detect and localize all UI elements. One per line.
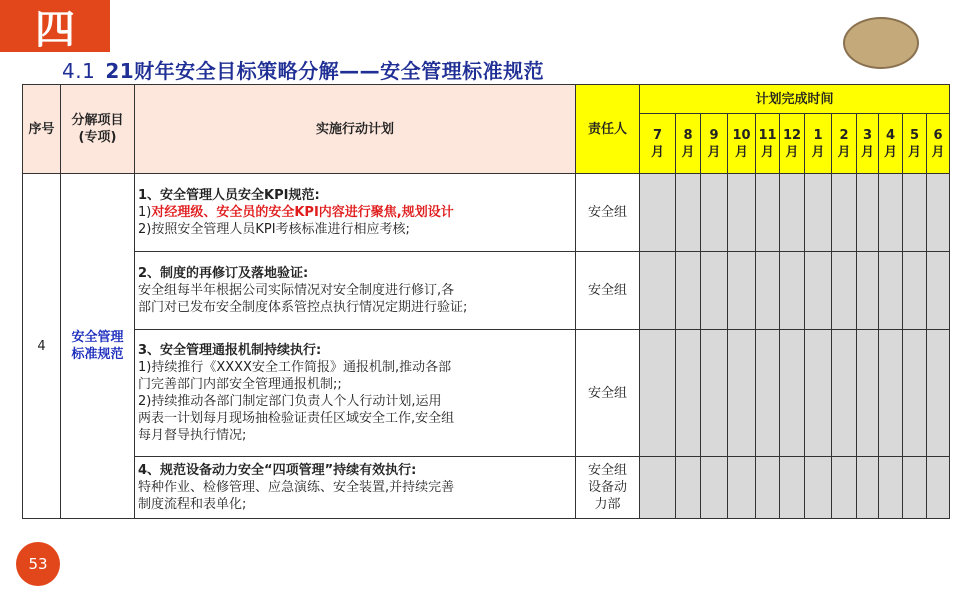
table-row <box>23 252 950 330</box>
month-header: 8 月 <box>676 114 701 174</box>
schedule-cell <box>756 457 780 519</box>
seq-cell: 4 <box>23 174 61 519</box>
plan-cell <box>135 330 576 457</box>
schedule-cell <box>927 174 950 252</box>
schedule-cell <box>701 330 728 457</box>
schedule-cell <box>857 330 879 457</box>
section-badge: 四 <box>0 0 110 52</box>
month-header: 3 月 <box>857 114 879 174</box>
plan-heading: 1、安全管理人员安全KPI规范: <box>138 188 320 203</box>
schedule-cell <box>701 457 728 519</box>
schedule-cell <box>805 330 832 457</box>
project-line1: 安全管理 <box>71 330 124 345</box>
decorative-oval <box>843 17 919 69</box>
page-number: 53 <box>16 542 60 586</box>
plan-line: 1)持续推行《XXXX安全工作简报》通报机制,推动各部 <box>138 360 452 375</box>
schedule-cell <box>903 457 927 519</box>
schedule-cell <box>676 457 701 519</box>
schedule-cell <box>832 457 857 519</box>
responsible-cell <box>576 457 640 519</box>
schedule-cell <box>903 330 927 457</box>
plan-cell <box>135 174 576 252</box>
plan-heading: 2、制度的再修订及落地验证: <box>138 266 309 281</box>
title-number: 4.1 <box>62 59 96 83</box>
month-header: 7 月 <box>640 114 676 174</box>
schedule-cell <box>640 457 676 519</box>
header-project-line1: 分解项目 <box>71 113 124 128</box>
plan-line: 特种作业、检修管理、应急演练、安全装置,并持续完善 <box>138 480 455 495</box>
month-header: 11 月 <box>756 114 780 174</box>
plan-line: 1)对经理级、安全员的安全KPI内容进行聚焦,规划设计 <box>138 205 454 220</box>
header-schedule: 计划完成时间 <box>640 85 950 114</box>
schedule-cell <box>756 174 780 252</box>
table-row <box>23 174 950 252</box>
plan-line: 2)按照安全管理人员KPI考核标准进行相应考核; <box>138 222 410 237</box>
table-row <box>23 457 950 519</box>
highlight-text: 对经理级、安全员的安全KPI内容进行聚焦,规划设计 <box>151 205 454 220</box>
header-seq: 序号 <box>23 85 61 174</box>
plan-line: 门完善部门内部安全管理通报机制;; <box>138 377 342 392</box>
schedule-cell <box>640 252 676 330</box>
month-header: 9 月 <box>701 114 728 174</box>
plan-cell <box>135 252 576 330</box>
schedule-cell <box>728 252 756 330</box>
plan-heading: 4、规范设备动力安全“四项管理”持续有效执行: <box>138 463 417 478</box>
month-header: 5 月 <box>903 114 927 174</box>
schedule-cell <box>780 174 805 252</box>
schedule-cell <box>676 252 701 330</box>
schedule-cell <box>756 252 780 330</box>
responsible-cell: 安全组 <box>576 252 640 330</box>
schedule-cell <box>701 252 728 330</box>
action-plan-table <box>22 84 950 519</box>
plan-line: 2)持续推动各部门制定部门负责人个人行动计划,运用 <box>138 394 442 409</box>
plan-line: 两表一计划每月现场抽检验证责任区域安全工作,安全组 <box>138 411 455 426</box>
schedule-cell <box>857 252 879 330</box>
project-cell <box>61 174 135 519</box>
schedule-cell <box>927 330 950 457</box>
schedule-cell <box>780 330 805 457</box>
month-header: 4 月 <box>879 114 903 174</box>
schedule-cell <box>857 174 879 252</box>
table-row <box>23 330 950 457</box>
schedule-cell <box>780 252 805 330</box>
plan-line: 部门对已发布安全制度体系管控点执行情况定期进行验证; <box>138 300 468 315</box>
schedule-cell <box>728 174 756 252</box>
month-header: 12 月 <box>780 114 805 174</box>
page-title <box>62 55 544 83</box>
schedule-cell <box>728 457 756 519</box>
plan-heading: 3、安全管理通报机制持续执行: <box>138 343 322 358</box>
responsible-line: 设备动 <box>587 480 627 495</box>
plan-line: 制度流程和表单化; <box>138 497 247 512</box>
schedule-cell <box>879 457 903 519</box>
responsible-line: 安全组 <box>587 463 627 478</box>
schedule-cell <box>805 457 832 519</box>
schedule-cell <box>903 252 927 330</box>
plan-line: 安全组每半年根据公司实际情况对安全制度进行修订,各 <box>138 283 455 298</box>
project-line2: 标准规范 <box>71 347 124 362</box>
schedule-cell <box>701 174 728 252</box>
schedule-cell <box>832 252 857 330</box>
schedule-cell <box>640 330 676 457</box>
plan-cell <box>135 457 576 519</box>
schedule-cell <box>756 330 780 457</box>
title-text: 21财年安全目标策略分解——安全管理标准规范 <box>105 59 545 83</box>
plan-line: 每月督导执行情况; <box>138 428 247 443</box>
month-header: 10 月 <box>728 114 756 174</box>
schedule-cell <box>676 330 701 457</box>
header-plan: 实施行动计划 <box>135 85 576 174</box>
schedule-cell <box>832 174 857 252</box>
header-responsible: 责任人 <box>576 85 640 174</box>
schedule-cell <box>927 457 950 519</box>
schedule-cell <box>676 174 701 252</box>
schedule-cell <box>728 330 756 457</box>
schedule-cell <box>780 457 805 519</box>
month-header: 1 月 <box>805 114 832 174</box>
schedule-cell <box>832 330 857 457</box>
schedule-cell <box>640 174 676 252</box>
schedule-cell <box>805 252 832 330</box>
schedule-cell <box>805 174 832 252</box>
schedule-cell <box>903 174 927 252</box>
schedule-cell <box>879 252 903 330</box>
month-header: 2 月 <box>832 114 857 174</box>
schedule-cell <box>927 252 950 330</box>
month-header: 6 月 <box>927 114 950 174</box>
schedule-cell <box>879 330 903 457</box>
schedule-cell <box>857 457 879 519</box>
responsible-cell: 安全组 <box>576 330 640 457</box>
header-project <box>61 85 135 174</box>
responsible-cell: 安全组 <box>576 174 640 252</box>
header-project-line2: (专项) <box>78 130 117 145</box>
schedule-cell <box>879 174 903 252</box>
responsible-line: 力部 <box>594 497 621 512</box>
